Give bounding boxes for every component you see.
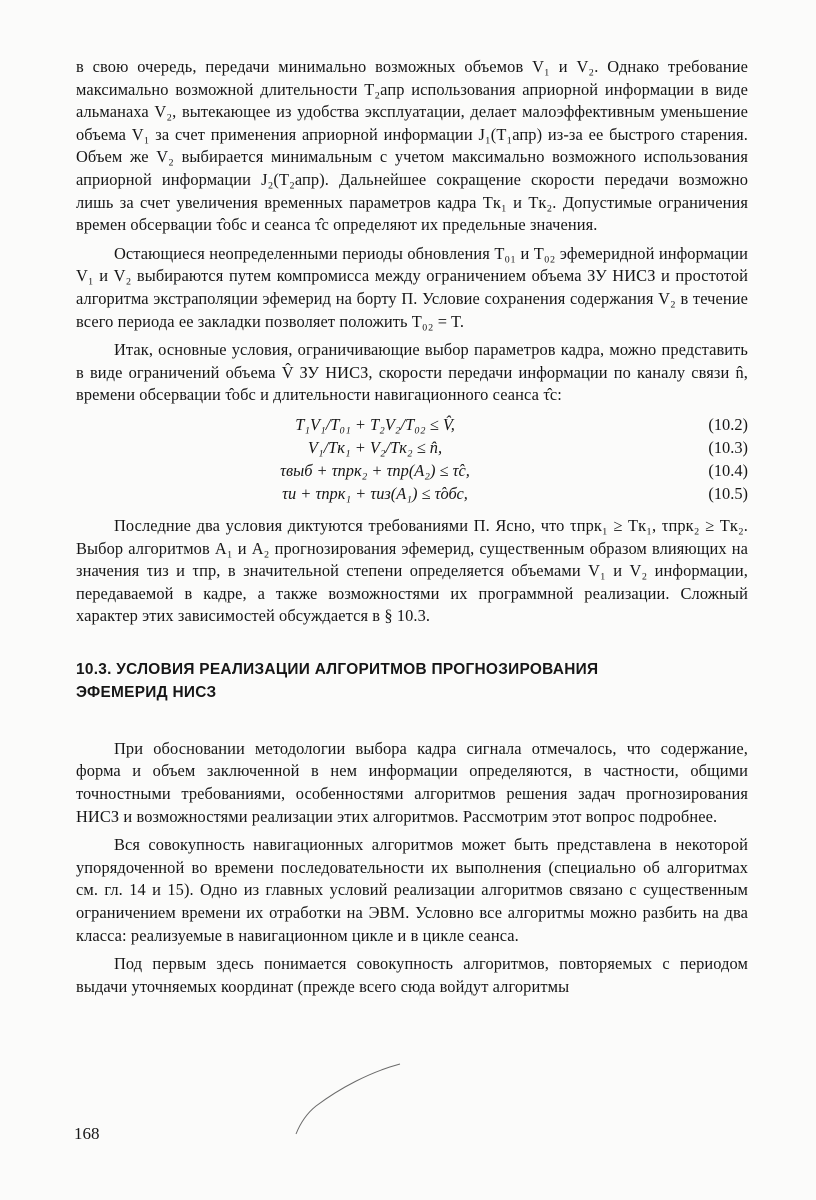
equation-number: (10.4): [708, 460, 748, 480]
paragraph-6: Под первым здесь понимается совокупность алгоритмов, повторяемых с периодом выдачи уточняемых координат (прежде всего сюда войдут алгоритмы: [76, 954, 748, 996]
paragraph-5: Вся совокупность навигационных алгоритмов может быть представлена в некоторой упорядоченной во времени последовательности их выполнения (специально об алгоритмах см. гл. 14 и 15). Одно из главных условий реализации алгоритмов связано с существенным ограничением времени их отработки на ЭВМ. Условно все алгоритмы можно разбить на два класса: реализуемые в навигационном цикле и в цикле сеанса.: [76, 835, 748, 945]
equation-expr: τи + τпрк₁ + τиз(A₁) ≤ τ̂обс,: [282, 483, 468, 503]
paragraph-3: Итак, основные условия, ограничивающие выбор параметров кадра, можно представить в виде ограничений объема V̂ ЗУ НИСЗ, скорости передачи информации по каналу связи n̂, времени обсервации τ̂обс и длительности навигационного сеанса τ̂с:: [76, 340, 748, 405]
paragraph-1: в свою очередь, передачи минимально возможных объемов V₁ и V₂. Однако требование максимально возможной длительности T₂апр использования априорной информации в виде альманаха V₂, вытекающее из удобства эксплуатации, делает малоэффективным уменьшение объема V₁ за счет применения априорной информации J₁(T₁апр) из-за ее быстрого старения. Объем же V₂ выбирается минимальным с учетом максимально возможного использования априорной информации J₂(T₂апр). Дальнейшее сокращение скорости передачи возможно лишь за счет увеличения временных параметров кадра Tк₁ и Tк₂. Допустимые ограничения времен обсервации τ̂обс и сеанса τ̂с определяют их предельные значения.: [76, 57, 748, 235]
page-body: [76, 56, 748, 998]
paragraph-4: При обосновании методологии выбора кадра сигнала отмечалось, что содержание, форма и объем заключенной в нем информации определяются, в частности, общими точностными требованиями, особенностями алгоритмов решения задач прогнозирования НИСЗ и возможностями реализации этих алгоритмов. Рассмотрим этот вопрос подробнее.: [76, 738, 748, 826]
equation-block: [76, 415, 748, 507]
equation-expr: τвыб + τпрк₂ + τпр(A₂) ≤ τ̂с,: [280, 460, 470, 480]
equation-10-5: [76, 484, 748, 507]
equation-number: (10.5): [708, 483, 748, 503]
equation-number: (10.2): [708, 414, 748, 434]
paragraph-2: Остающиеся неопределенными периоды обновления T₀₁ и T₀₂ эфемеридной информации V₁ и V₂ выбираются путем компромисса между ограничением объема ЗУ НИСЗ и простотой алгоритма экстраполяции эфемерид на борту П. Условие сохранения содержания V₂ в течение всего периода ее закладки позволяет положить T₀₂ = T.: [76, 243, 748, 331]
equation-10-4: [76, 461, 748, 484]
equation-number: (10.3): [708, 437, 748, 457]
equation-10-2: [76, 415, 748, 438]
section-heading-line-2: ЭФЕМЕРИД НИСЗ: [76, 683, 217, 701]
equation-expr: V₁/Tк₁ + V₂/Tк₂ ≤ n̂,: [307, 437, 443, 457]
equation-10-3: [76, 438, 748, 461]
pencil-stroke-mark: [280, 1058, 420, 1138]
section-heading: [76, 658, 748, 704]
paragraph-after-equations: Последние два условия диктуются требованиями П. Ясно, что τпрк₁ ≥ Tк₁, τпрк₂ ≥ Tк₂. Выбор алгоритмов A₁ и A₂ прогнозирования эфемерид, существенным образом влияющих на значения τиз и τпр, в значительной степени определяется объемами V₁ и V₂ информации, передаваемой в кадре, а также возможностями их программной реализации. Сложный характер этих зависимостей обсуждается в § 10.3.: [76, 515, 748, 626]
equation-expr: T₁V₁/T₀₁ + T₂V₂/T₀₂ ≤ V̂,: [295, 414, 455, 434]
page-number: 168: [74, 1124, 100, 1143]
section-heading-line-1: 10.3. УСЛОВИЯ РЕАЛИЗАЦИИ АЛГОРИТМОВ ПРОГНОЗИРОВАНИЯ: [76, 660, 599, 678]
